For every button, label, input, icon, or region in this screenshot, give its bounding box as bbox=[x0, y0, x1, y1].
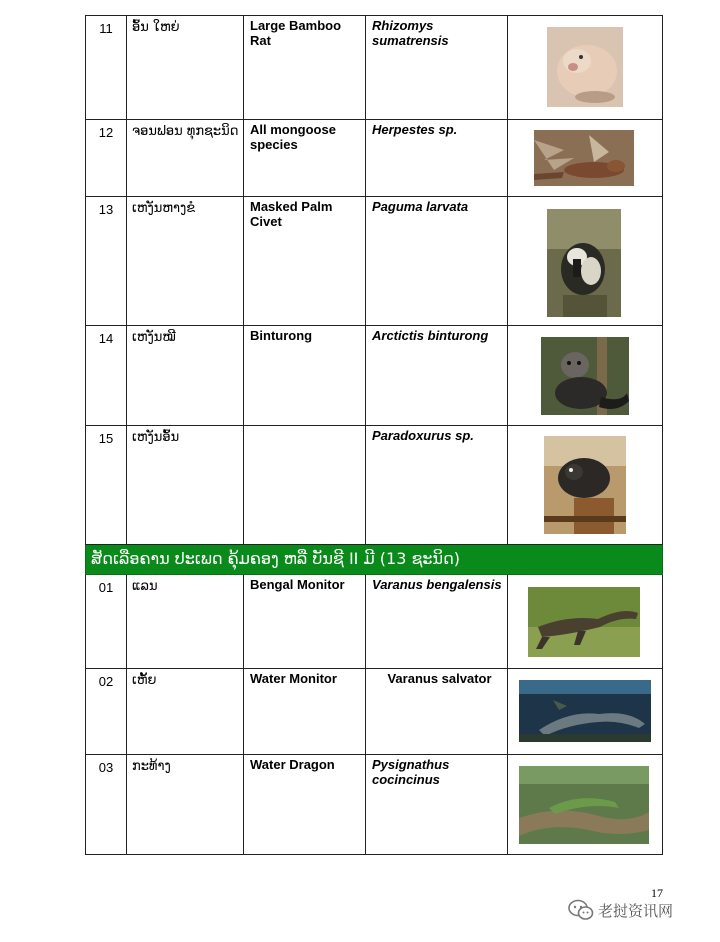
table-row bbox=[86, 120, 663, 197]
scientific-name: Varanus salvator bbox=[366, 669, 508, 755]
lao-name: ເຫັ້ຍ bbox=[127, 669, 244, 755]
palm-civet-photo bbox=[544, 436, 626, 534]
lao-name: ແລນ bbox=[127, 575, 244, 669]
row-number: 15 bbox=[86, 426, 127, 545]
water-monitor-photo bbox=[519, 680, 651, 742]
row-number: 02 bbox=[86, 669, 127, 755]
section-header-row bbox=[86, 545, 663, 575]
row-number: 14 bbox=[86, 326, 127, 426]
english-name: Masked Palm Civet bbox=[244, 197, 366, 326]
table-row bbox=[86, 669, 663, 755]
scientific-name: Varanus bengalensis bbox=[366, 575, 508, 669]
lao-name: ເຫງັນອົ້ນ bbox=[127, 426, 244, 545]
english-name: Binturong bbox=[244, 326, 366, 426]
english-name bbox=[244, 426, 366, 545]
table-row bbox=[86, 575, 663, 669]
scientific-name: Herpestes sp. bbox=[366, 120, 508, 197]
lao-name: ຈອນຟອນ ທຸກຊະນິດ bbox=[127, 120, 244, 197]
bengal-monitor-photo bbox=[528, 587, 640, 657]
scientific-name: Paguma larvata bbox=[366, 197, 508, 326]
photo-cell bbox=[508, 326, 663, 426]
table-row bbox=[86, 16, 663, 120]
table-row bbox=[86, 755, 663, 855]
masked-palm-civet-photo bbox=[547, 209, 621, 317]
photo-cell bbox=[508, 575, 663, 669]
photo-cell bbox=[508, 669, 663, 755]
scientific-name: Pysignathus cocincinus bbox=[366, 755, 508, 855]
table-row bbox=[86, 426, 663, 545]
english-name: Water Monitor bbox=[244, 669, 366, 755]
english-name: All mongoose species bbox=[244, 120, 366, 197]
binturong-photo bbox=[541, 337, 629, 415]
photo-cell bbox=[508, 755, 663, 855]
row-number: 01 bbox=[86, 575, 127, 669]
water-dragon-photo bbox=[519, 766, 649, 844]
table-row bbox=[86, 197, 663, 326]
photo-cell bbox=[508, 197, 663, 326]
scientific-name: Paradoxurus sp. bbox=[366, 426, 508, 545]
watermark-text: 老挝资讯网 bbox=[598, 901, 674, 920]
bamboo-rat-photo bbox=[547, 27, 623, 107]
row-number: 11 bbox=[86, 16, 127, 120]
page-number: 17 bbox=[651, 886, 663, 900]
scientific-name: Arctictis binturong bbox=[366, 326, 508, 426]
row-number: 12 bbox=[86, 120, 127, 197]
english-name: Large Bamboo Rat bbox=[244, 16, 366, 120]
english-name: Bengal Monitor bbox=[244, 575, 366, 669]
photo-cell bbox=[508, 426, 663, 545]
section-title: ສັດເລືອຄານ ປະເພດ ຄຸ້ມຄອງ ຫລື ບັນຊີ II ມີ (13 ຊະນິດ) bbox=[86, 545, 663, 575]
lao-name: ອົ້ນ ໃຫຍ່ bbox=[127, 16, 244, 120]
lao-name: ເຫງັນຫາງຂໍ bbox=[127, 197, 244, 326]
english-name: Water Dragon bbox=[244, 755, 366, 855]
watermark bbox=[568, 897, 673, 923]
mongoose-photo bbox=[534, 130, 634, 186]
photo-cell bbox=[508, 16, 663, 120]
scientific-name: Rhizomys sumatrensis bbox=[366, 16, 508, 120]
table-row bbox=[86, 326, 663, 426]
row-number: 13 bbox=[86, 197, 127, 326]
photo-cell bbox=[508, 120, 663, 197]
row-number: 03 bbox=[86, 755, 127, 855]
wechat-icon bbox=[568, 899, 594, 921]
lao-name: ກະທ້າງ bbox=[127, 755, 244, 855]
lao-name: ເຫງັນໝີ bbox=[127, 326, 244, 426]
species-table bbox=[85, 15, 663, 855]
